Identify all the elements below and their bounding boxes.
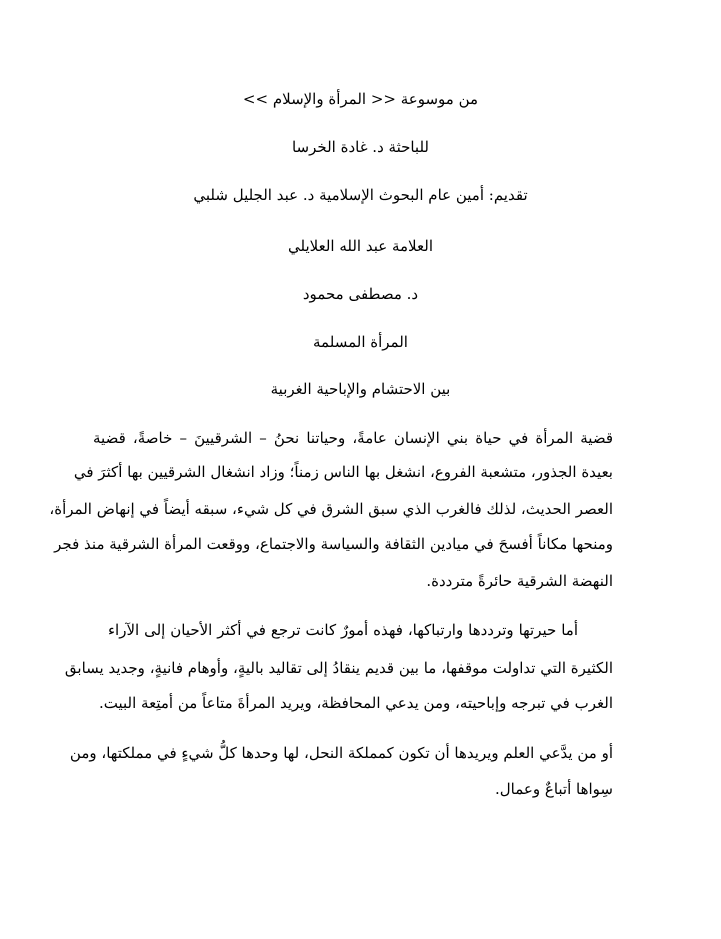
paragraph-2-line-3: الغرب في تبرجه وإباحيته، ومن يدعي المحافظة، ويريد المرأةَ متاعاً من أمتِعة البيت. xyxy=(99,694,613,712)
paragraph-2-line-1: أما حيرتها وترددها وارتباكها، فهذه أمورٌ كانت ترجع في أكثر الأحيان إلى الآراء xyxy=(108,621,578,639)
paragraph-1-line-3: العصر الحديث، لذلك فالغرب الذي سبق الشرق في كل شيء، سبقه أيضاً في إنهاض المرأة، xyxy=(49,500,613,518)
document-subtitle: بين الاحتشام والإباحية الغربية xyxy=(270,380,451,398)
author-line: للباحثة د. غادة الخرسا xyxy=(291,138,429,156)
paragraph-1-line-5: النهضة الشرقية حائرةً مترددة. xyxy=(426,572,613,590)
paragraph-1-line-1: قضية المرأة في حياة بني الإنسان عامةً، وحياتنا نحنُ – الشرقيينَ – خاصةً، قضية xyxy=(93,429,613,447)
paragraph-1-line-4: ومنحها مكاناً أفسحَ في ميادين الثقافة والسياسة والاجتماع، ووقعت المرأة الشرقية منذ فجر xyxy=(54,535,613,553)
paragraph-2-line-2: الكثيرة التي تداولت موقفها، ما بين قديم ينقادُ إلى تقاليد باليةٍ، وأوهام فانيةٍ، وجديد يسابق xyxy=(64,659,613,677)
doctor-line: د. مصطفى محمود xyxy=(302,285,419,303)
encyclopedia-heading: من موسوعة << المرأة والإسلام >> xyxy=(242,90,479,108)
paragraph-3-line-2: سِواها أتباعٌ وعمال. xyxy=(495,780,613,798)
intro-line: تقديم: أمين عام البحوث الإسلامية د. عبد الجليل شلبي xyxy=(193,186,528,204)
scholar-line: العلامة عبد الله العلايلي xyxy=(288,237,433,255)
paragraph-3-line-1: أو من يدَّعي العلم ويريدها أن تكون كمملكة النحل، لها وحدها كلُّ شيءٍ في مملكتها، ومن xyxy=(69,744,613,762)
document-title: المرأة المسلمة xyxy=(313,333,408,351)
paragraph-1-line-2: بعيدة الجذور، متشعبة الفروع، انشغل بها الناس زمناً؛ وزاد انشغال الشرقيين بها أكثرَ في xyxy=(73,463,613,481)
